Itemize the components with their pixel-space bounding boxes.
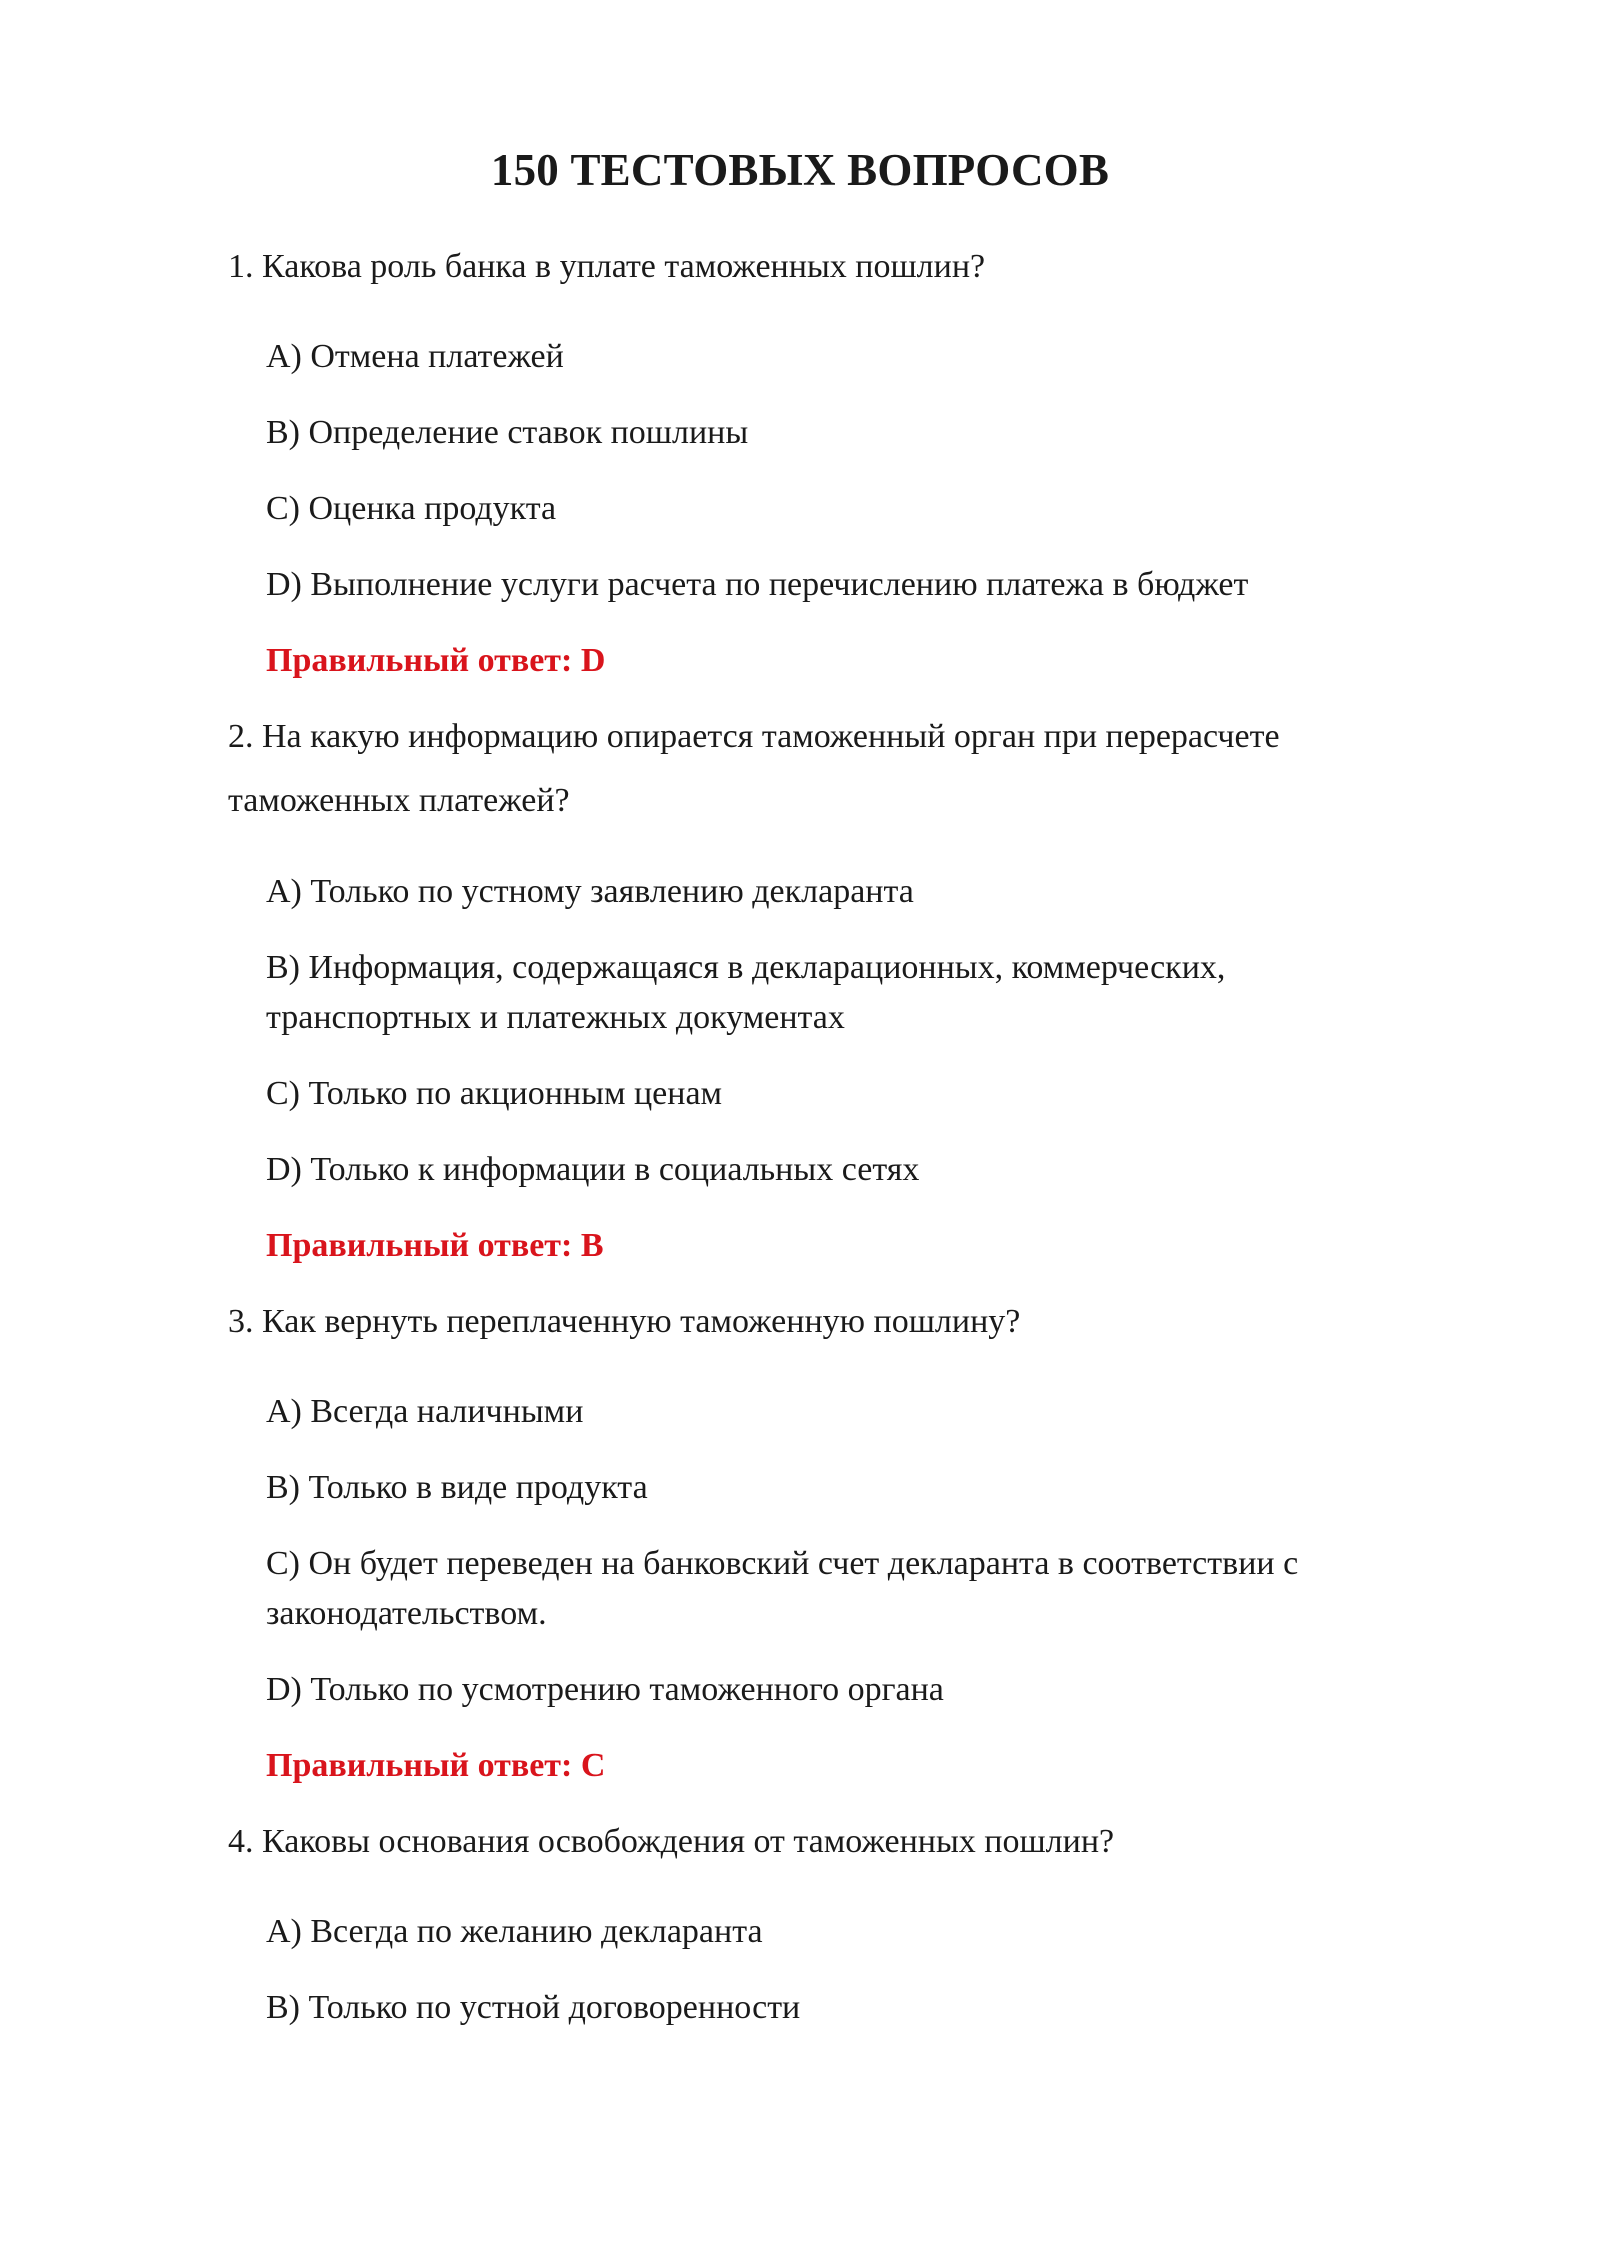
question-2-option-d: D) Только к информации в социальных сетях bbox=[266, 1151, 920, 1188]
question-1-text: 1. Какова роль банка в уплате таможенных пошлин? bbox=[228, 248, 986, 285]
question-3-option-c-line-1: C) Он будет переведен на банковский счет декларанта в соответствии с bbox=[266, 1545, 1299, 1582]
question-2-option-c: C) Только по акционным ценам bbox=[266, 1075, 723, 1112]
question-2-correct-answer: Правильный ответ: B bbox=[266, 1227, 604, 1264]
question-2-option-b-line-1: B) Информация, содержащаяся в декларационных, коммерческих, bbox=[266, 949, 1226, 986]
question-3-option-d: D) Только по усмотрению таможенного органа bbox=[266, 1671, 944, 1708]
question-2-text-line-1: 2. На какую информацию опирается таможенный орган при перерасчете bbox=[228, 718, 1280, 755]
question-3-option-a: A) Всегда наличными bbox=[266, 1393, 584, 1430]
question-3-text: 3. Как вернуть переплаченную таможенную пошлину? bbox=[228, 1303, 1021, 1340]
question-3-option-c-line-2: законодательством. bbox=[266, 1595, 547, 1632]
page-title: 150 ТЕСТОВЫХ ВОПРОСОВ bbox=[490, 145, 1110, 195]
question-1-option-b: B) Определение ставок пошлины bbox=[266, 414, 749, 451]
question-4-option-a: A) Всегда по желанию декларанта bbox=[266, 1913, 763, 1950]
question-4-option-b: B) Только по устной договоренности bbox=[266, 1989, 801, 2026]
question-3-option-b: B) Только в виде продукта bbox=[266, 1469, 648, 1506]
question-2-option-b-line-2: транспортных и платежных документах bbox=[266, 999, 845, 1036]
question-1-option-d: D) Выполнение услуги расчета по перечислению платежа в бюджет bbox=[266, 566, 1249, 603]
question-4-text: 4. Каковы основания освобождения от таможенных пошлин? bbox=[228, 1823, 1115, 1860]
question-1-correct-answer: Правильный ответ: D bbox=[266, 642, 606, 679]
question-1-option-c: C) Оценка продукта bbox=[266, 490, 557, 527]
question-3-correct-answer: Правильный ответ: C bbox=[266, 1747, 606, 1784]
question-2-text-line-2: таможенных платежей? bbox=[228, 782, 570, 819]
question-1-option-a: A) Отмена платежей bbox=[266, 338, 564, 375]
question-2-option-a: A) Только по устному заявлению декларанта bbox=[266, 873, 914, 910]
